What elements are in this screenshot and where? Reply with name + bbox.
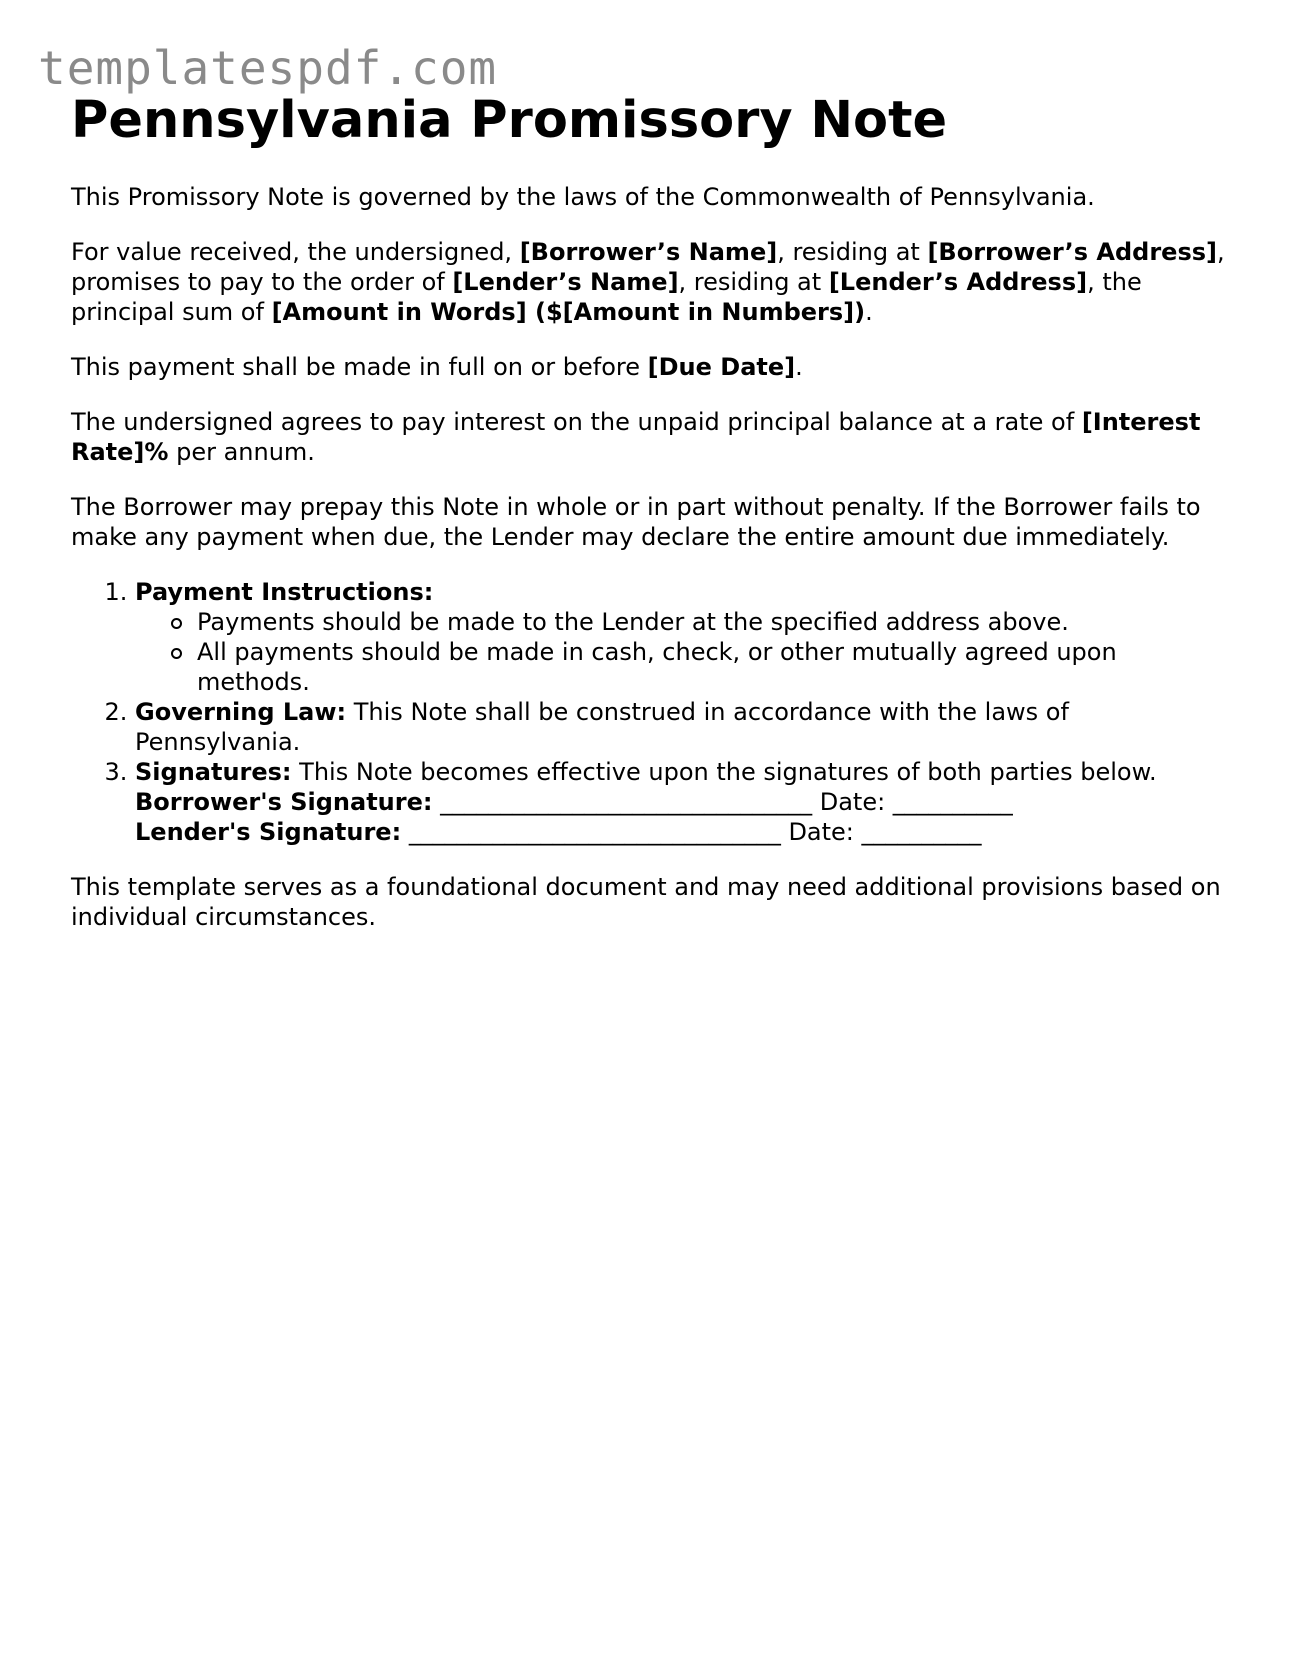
text-fragment: . <box>865 298 873 326</box>
interest-rate-placeholder: [Interest Rate]% <box>71 408 1201 466</box>
lender-signature-blank: _______________________________ Date: __________ <box>401 818 982 846</box>
lender-signature-label: Lender's Signature: <box>135 818 402 846</box>
borrower-signature-label: Borrower's Signature: <box>135 788 433 816</box>
value-received-paragraph <box>71 237 1231 327</box>
signatures-heading: Signatures: <box>135 758 292 786</box>
governing-law-heading: Governing Law: <box>135 698 347 726</box>
closing-paragraph: This template serves as a foundational document and may need additional provisions based on individual circumstances. <box>71 873 1221 931</box>
list-item: All payments should be made in cash, check, or other mutually agreed upon methods. <box>197 637 1231 697</box>
lender-signature-line <box>135 818 982 846</box>
due-date-placeholder: [Due Date] <box>647 353 796 381</box>
payment-instructions-list <box>135 607 1231 697</box>
document-title: Pennsylvania Promissory Note <box>71 91 948 150</box>
lender-address-placeholder: [Lender’s Address] <box>828 268 1088 296</box>
text-fragment: This payment shall be made in full on or before <box>71 353 648 381</box>
text-fragment: For value received, the undersigned, <box>71 238 520 266</box>
borrower-signature-blank: _______________________________ Date: __________ <box>432 788 1013 816</box>
prepayment-paragraph: The Borrower may prepay this Note in whole or in part without penalty. If the Borrower fails to make any payment when due, the Lender may declare the entire amount due immediately. <box>71 493 1201 551</box>
lender-name-placeholder: [Lender’s Name] <box>452 268 679 296</box>
text-fragment: , promises to pay to the order of <box>71 238 1225 296</box>
governing-law-text: This Note shall be construed in accordance with the laws of Pennsylvania. <box>135 698 1069 756</box>
due-date-paragraph <box>71 352 1231 382</box>
list-item-payment-instructions <box>135 577 1231 697</box>
watermark-text: templatespdf.com <box>38 41 498 95</box>
text-fragment: per annum. <box>168 438 315 466</box>
text-fragment: , residing at <box>777 238 928 266</box>
payment-instructions-heading: Payment Instructions: <box>135 578 434 606</box>
borrower-signature-line <box>135 788 1013 816</box>
document-body <box>71 88 1231 957</box>
text-fragment: , residing at <box>678 268 829 296</box>
list-item-signatures <box>135 757 1231 847</box>
terms-list <box>71 577 1231 847</box>
amount-placeholder: [Amount in Words] ($[Amount in Numbers]) <box>271 298 866 326</box>
text-fragment: The undersigned agrees to pay interest on the unpaid principal balance at a rate of <box>71 408 1082 436</box>
borrower-name-placeholder: [Borrower’s Name] <box>519 238 778 266</box>
interest-paragraph <box>71 407 1231 467</box>
list-item-governing-law <box>135 697 1231 757</box>
text-fragment: , the principal sum of <box>71 268 1142 326</box>
borrower-address-placeholder: [Borrower’s Address] <box>927 238 1217 266</box>
signatures-text: This Note becomes effective upon the signatures of both parties below. <box>291 758 1157 786</box>
list-item: Payments should be made to the Lender at the specified address above. <box>197 607 1231 637</box>
intro-paragraph: This Promissory Note is governed by the laws of the Commonwealth of Pennsylvania. <box>71 183 1095 211</box>
text-fragment: . <box>795 353 803 381</box>
